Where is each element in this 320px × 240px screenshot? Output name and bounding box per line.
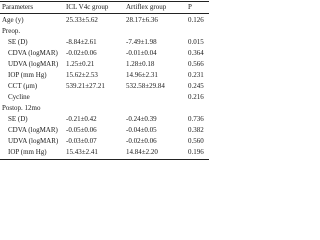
row-label: CDVA (logMAR) — [8, 49, 58, 57]
table-row — [0, 37, 209, 47]
table-cell: 0.364 — [188, 49, 204, 57]
row-label: SE (D) — [8, 38, 28, 46]
table-cell: 0.560 — [188, 137, 204, 145]
row-label: SE (D) — [8, 115, 28, 123]
table-row — [0, 114, 209, 124]
table-cell: 0.015 — [188, 38, 204, 46]
table-cell: 14.84±2.20 — [126, 148, 158, 156]
section-row — [0, 103, 209, 113]
table-cell: -0.03±0.07 — [66, 137, 97, 145]
table-cell: -7.49±1.98 — [126, 38, 157, 46]
table-cell: 1.25±0.21 — [66, 60, 95, 68]
row-label: CCT (μm) — [8, 82, 38, 90]
section-label: Preop. — [2, 27, 21, 35]
table-cell: 25.33±5.62 — [66, 16, 98, 24]
header-cell: ICL V4c group — [66, 3, 109, 11]
row-label: CDVA (logMAR) — [8, 126, 58, 134]
row-label: UDVA (logMAR) — [8, 60, 59, 68]
table-cell: -0.05±0.06 — [66, 126, 97, 134]
section-label: Postop. 12mo — [2, 104, 41, 112]
header-cell: Parameters — [2, 3, 34, 11]
table-cell: 28.17±6.36 — [126, 16, 158, 24]
table-cell: -0.04±0.05 — [126, 126, 157, 134]
table-cell: 0.126 — [188, 16, 204, 24]
table-cell: 0.231 — [188, 71, 204, 79]
table-cell: -0.24±0.39 — [126, 115, 157, 123]
bottom-rule — [0, 159, 209, 160]
table-row — [0, 59, 209, 69]
table-row — [0, 92, 209, 102]
table-row — [0, 70, 209, 80]
row-label: Age (y) — [2, 16, 24, 24]
header-cell: Artiflex group — [126, 3, 167, 11]
row-label: Cycline — [8, 93, 30, 101]
row-label: IOP (mm Hg) — [8, 71, 47, 79]
table-cell: 0.566 — [188, 60, 204, 68]
table-cell: -0.02±0.06 — [126, 137, 157, 145]
table-cell: 539.21±27.21 — [66, 82, 105, 90]
table-cell: 15.62±2.53 — [66, 71, 98, 79]
row-label: UDVA (logMAR) — [8, 137, 59, 145]
table-row — [0, 48, 209, 58]
table-row — [0, 136, 209, 146]
table-cell: 0.245 — [188, 82, 204, 90]
table-cell: 14.96±2.31 — [126, 71, 158, 79]
table-cell: 1.28±0.18 — [126, 60, 155, 68]
table-row — [0, 81, 209, 91]
table-cell: -8.84±2.61 — [66, 38, 97, 46]
table-cell: -0.21±0.42 — [66, 115, 97, 123]
header-rule — [0, 13, 209, 14]
table-cell: 0.196 — [188, 148, 204, 156]
table-cell: -0.01±0.04 — [126, 49, 157, 57]
table-cell: 0.216 — [188, 93, 204, 101]
table-row — [0, 15, 209, 25]
table-cell: 15.43±2.41 — [66, 148, 98, 156]
table-cell: 0.736 — [188, 115, 204, 123]
table-cell: -0.02±0.06 — [66, 49, 97, 57]
table-row — [0, 147, 209, 157]
table-row — [0, 125, 209, 135]
row-label: IOP (mm Hg) — [8, 148, 47, 156]
header-row — [0, 2, 209, 12]
table-cell: 532.58±29.84 — [126, 82, 165, 90]
section-row — [0, 26, 209, 36]
data-table — [0, 0, 209, 162]
header-cell: P — [188, 3, 192, 11]
table-cell: 0.382 — [188, 126, 204, 134]
